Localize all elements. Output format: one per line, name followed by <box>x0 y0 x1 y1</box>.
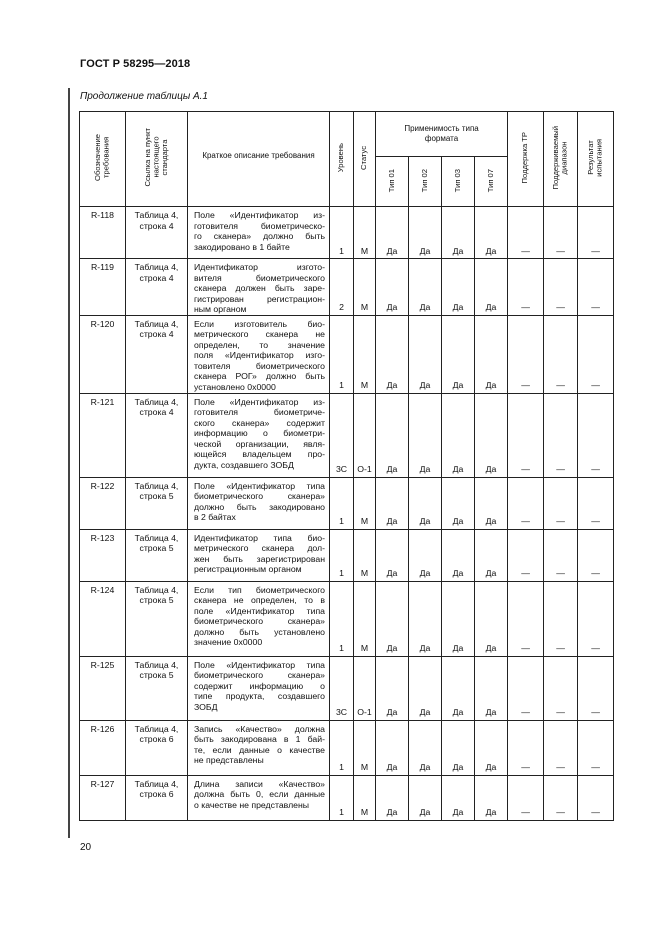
type-01-cell: Да <box>376 775 409 820</box>
description-line: информацию о биометри- <box>194 428 325 438</box>
supported-range-cell: — <box>544 207 578 259</box>
requirement-description <box>188 720 330 775</box>
type-03-cell: Да <box>442 581 475 656</box>
tp-support-cell: — <box>508 656 544 720</box>
tp-support-cell: — <box>508 775 544 820</box>
description-line: установлено 0x0000 <box>194 381 276 392</box>
requirement-code: R-124 <box>80 581 126 656</box>
tp-support-cell: — <box>508 581 544 656</box>
col-tp-support: Поддержка ТР <box>508 112 544 207</box>
description-line: Поле «Идентификатор из- <box>194 210 325 220</box>
table-row <box>80 775 614 820</box>
status-cell: М <box>354 259 376 316</box>
description-line: Поле «Идентификатор типа <box>194 480 325 491</box>
type-02-cell: Да <box>409 720 442 775</box>
type-01-cell: Да <box>376 656 409 720</box>
col-type-02: Тип 02 <box>409 157 442 207</box>
type-03-cell: Да <box>442 207 475 259</box>
description-line: ным органом <box>194 304 247 314</box>
type-03-cell: Да <box>442 529 475 581</box>
test-result-cell: — <box>578 477 614 529</box>
requirement-reference: Таблица 4, строка 4 <box>126 315 188 393</box>
type-07-cell: Да <box>475 775 508 820</box>
requirement-reference: Таблица 4, строка 4 <box>126 393 188 477</box>
col-description: Краткое описание требования <box>188 112 330 207</box>
level-cell: 2 <box>330 259 354 316</box>
type-01-cell: Да <box>376 720 409 775</box>
status-cell: М <box>354 529 376 581</box>
type-03-cell: Да <box>442 315 475 393</box>
level-cell: 1 <box>330 775 354 820</box>
test-result-cell: — <box>578 207 614 259</box>
requirement-description <box>188 393 330 477</box>
description-line: типе продукта, создавшего <box>194 691 325 701</box>
test-result-cell: — <box>578 393 614 477</box>
col-type-01: Тип 01 <box>376 157 409 207</box>
requirement-code: R-120 <box>80 315 126 393</box>
requirement-code: R-127 <box>80 775 126 820</box>
description-line: определен, то значение <box>194 339 325 350</box>
status-cell: М <box>354 720 376 775</box>
description-line: содержит информацию о <box>194 680 325 691</box>
table-row <box>80 393 614 477</box>
requirement-description <box>188 775 330 820</box>
status-cell: М <box>354 775 376 820</box>
col-test-result: Результат испытания <box>578 112 614 207</box>
description-line: Идентификатор типа био- <box>194 532 325 543</box>
type-07-cell: Да <box>475 656 508 720</box>
description-line: сканера РОГ» должно быть <box>194 371 325 381</box>
supported-range-cell: — <box>544 720 578 775</box>
requirement-code: R-119 <box>80 259 126 316</box>
col-applicability: Применимость типа формата <box>376 112 508 157</box>
requirement-reference: Таблица 4, строка 5 <box>126 656 188 720</box>
col-supported-range: Поддерживаемый диапазон <box>544 112 578 207</box>
test-result-cell: — <box>578 581 614 656</box>
tp-support-cell: — <box>508 529 544 581</box>
description-line: гистрирован регистрацион- <box>194 293 325 304</box>
description-line: ческой организации, явля- <box>194 438 325 449</box>
type-01-cell: Да <box>376 581 409 656</box>
requirements-table <box>79 111 614 821</box>
table-row <box>80 720 614 775</box>
description-line: сканера не определен, то в <box>194 595 325 605</box>
type-03-cell: Да <box>442 720 475 775</box>
requirement-reference: Таблица 4, строка 4 <box>126 207 188 259</box>
description-line: дукта, создавшего ЗОБД <box>194 459 294 470</box>
level-cell: 1 <box>330 477 354 529</box>
type-02-cell: Да <box>409 656 442 720</box>
description-line: о качестве не представлены <box>194 799 310 810</box>
description-line: в 2 байтах <box>194 512 236 522</box>
supported-range-cell: — <box>544 315 578 393</box>
level-cell: 1 <box>330 207 354 259</box>
supported-range-cell: — <box>544 259 578 316</box>
type-07-cell: Да <box>475 720 508 775</box>
description-line: значение 0x0000 <box>194 637 263 647</box>
type-07-cell: Да <box>475 259 508 316</box>
description-line: поля «Идентификатор изго- <box>194 350 325 360</box>
col-designation: Обозначение требования <box>80 112 126 207</box>
description-line: готовителя биометрическо- <box>194 220 325 231</box>
type-07-cell: Да <box>475 581 508 656</box>
status-cell: М <box>354 207 376 259</box>
test-result-cell: — <box>578 720 614 775</box>
description-line: го сканера» должно быть <box>194 231 325 241</box>
description-line: Запись «Качество» должна <box>194 723 325 734</box>
test-result-cell: — <box>578 315 614 393</box>
level-cell: 1 <box>330 720 354 775</box>
description-line: биометрического сканера» <box>194 491 325 501</box>
requirement-code: R-122 <box>80 477 126 529</box>
requirement-reference: Таблица 4, строка 6 <box>126 775 188 820</box>
type-02-cell: Да <box>409 259 442 316</box>
description-line: ющейся владельцем про- <box>194 449 325 459</box>
type-07-cell: Да <box>475 477 508 529</box>
supported-range-cell: — <box>544 581 578 656</box>
requirement-reference: Таблица 4, строка 6 <box>126 720 188 775</box>
description-line: Поле «Идентификатор типа <box>194 659 325 670</box>
requirement-code: R-123 <box>80 529 126 581</box>
status-cell: М <box>354 315 376 393</box>
type-07-cell: Да <box>475 207 508 259</box>
description-line: жен быть зарегистрирован <box>194 553 325 564</box>
description-line: сканера должен быть заре- <box>194 283 325 293</box>
type-01-cell: Да <box>376 393 409 477</box>
type-02-cell: Да <box>409 775 442 820</box>
status-cell: М <box>354 477 376 529</box>
type-03-cell: Да <box>442 393 475 477</box>
requirement-code: R-125 <box>80 656 126 720</box>
level-cell: 1 <box>330 529 354 581</box>
type-02-cell: Да <box>409 393 442 477</box>
type-07-cell: Да <box>475 315 508 393</box>
description-line: Идентификатор изгото- <box>194 262 325 272</box>
description-line: метрического сканера не <box>194 329 325 339</box>
tp-support-cell: — <box>508 720 544 775</box>
supported-range-cell: — <box>544 656 578 720</box>
requirement-reference: Таблица 4, строка 5 <box>126 529 188 581</box>
tp-support-cell: — <box>508 477 544 529</box>
type-03-cell: Да <box>442 775 475 820</box>
requirement-code: R-126 <box>80 720 126 775</box>
status-cell: М <box>354 581 376 656</box>
description-line: товителя биометрического <box>194 360 325 371</box>
status-cell: О-1 <box>354 393 376 477</box>
description-line: метрического сканера дол- <box>194 543 325 553</box>
table-row <box>80 477 614 529</box>
description-line: те, если данные о качестве <box>194 744 325 755</box>
status-cell: О-1 <box>354 656 376 720</box>
level-cell: 1 <box>330 581 354 656</box>
description-line: должна быть 0, если данные <box>194 789 325 799</box>
description-line: Если изготовитель био- <box>194 318 325 329</box>
requirement-reference: Таблица 4, строка 4 <box>126 259 188 316</box>
description-line: ского сканера» содержит <box>194 417 325 428</box>
type-02-cell: Да <box>409 529 442 581</box>
requirement-code: R-118 <box>80 207 126 259</box>
type-03-cell: Да <box>442 259 475 316</box>
test-result-cell: — <box>578 775 614 820</box>
col-status: Статус <box>354 112 376 207</box>
description-line: поле «Идентификатор типа <box>194 605 325 616</box>
type-03-cell: Да <box>442 656 475 720</box>
type-02-cell: Да <box>409 581 442 656</box>
requirement-description <box>188 315 330 393</box>
type-02-cell: Да <box>409 315 442 393</box>
type-01-cell: Да <box>376 315 409 393</box>
requirement-description <box>188 581 330 656</box>
table-row <box>80 259 614 316</box>
description-line: закодировано в 1 байте <box>194 241 290 252</box>
type-01-cell: Да <box>376 529 409 581</box>
description-line: Длина записи «Качество» <box>194 778 325 789</box>
col-type-03: Тип 03 <box>442 157 475 207</box>
requirement-description <box>188 477 330 529</box>
requirement-description <box>188 529 330 581</box>
test-result-cell: — <box>578 656 614 720</box>
supported-range-cell: — <box>544 393 578 477</box>
description-line: готовителя биометриче- <box>194 407 325 417</box>
description-line: регистрационным органом <box>194 564 302 574</box>
requirement-description <box>188 656 330 720</box>
type-01-cell: Да <box>376 477 409 529</box>
description-line: должно быть установлено <box>194 626 325 637</box>
document-title: ГОСТ Р 58295—2018 <box>80 58 191 70</box>
table-row <box>80 581 614 656</box>
page-number: 20 <box>80 842 92 853</box>
requirement-reference: Таблица 4, строка 5 <box>126 581 188 656</box>
level-cell: 1 <box>330 315 354 393</box>
table-continuation-caption: Продолжение таблицы А.1 <box>80 91 208 102</box>
description-line: не представлены <box>194 755 264 765</box>
table-row <box>80 529 614 581</box>
level-cell: 3С <box>330 656 354 720</box>
supported-range-cell: — <box>544 477 578 529</box>
col-reference: Ссылка на пункт настоящего стандарта <box>126 112 188 207</box>
requirement-description <box>188 207 330 259</box>
type-02-cell: Да <box>409 477 442 529</box>
table-row <box>80 315 614 393</box>
description-line: ЗОБД <box>194 701 218 712</box>
tp-support-cell: — <box>508 259 544 316</box>
requirement-code: R-121 <box>80 393 126 477</box>
test-result-cell: — <box>578 529 614 581</box>
tp-support-cell: — <box>508 315 544 393</box>
description-line: биометрического сканера» <box>194 670 325 680</box>
tp-support-cell: — <box>508 207 544 259</box>
requirement-description <box>188 259 330 316</box>
tp-support-cell: — <box>508 393 544 477</box>
description-line: должно быть закодировано <box>194 501 325 512</box>
description-line: вителя биометрического <box>194 272 325 283</box>
requirement-reference: Таблица 4, строка 5 <box>126 477 188 529</box>
type-03-cell: Да <box>442 477 475 529</box>
col-type-07: Тип 07 <box>475 157 508 207</box>
description-line: Поле «Идентификатор из- <box>194 396 325 407</box>
description-line: быть закодирована в 1 бай- <box>194 734 325 744</box>
col-level: Уровень <box>330 112 354 207</box>
type-02-cell: Да <box>409 207 442 259</box>
type-07-cell: Да <box>475 529 508 581</box>
type-07-cell: Да <box>475 393 508 477</box>
supported-range-cell: — <box>544 529 578 581</box>
type-01-cell: Да <box>376 259 409 316</box>
level-cell: 3С <box>330 393 354 477</box>
table-row <box>80 207 614 259</box>
description-line: Если тип биометрического <box>194 584 325 595</box>
revision-bar <box>68 88 70 838</box>
table-row <box>80 656 614 720</box>
description-line: биометрического сканера» <box>194 616 325 626</box>
type-01-cell: Да <box>376 207 409 259</box>
supported-range-cell: — <box>544 775 578 820</box>
test-result-cell: — <box>578 259 614 316</box>
